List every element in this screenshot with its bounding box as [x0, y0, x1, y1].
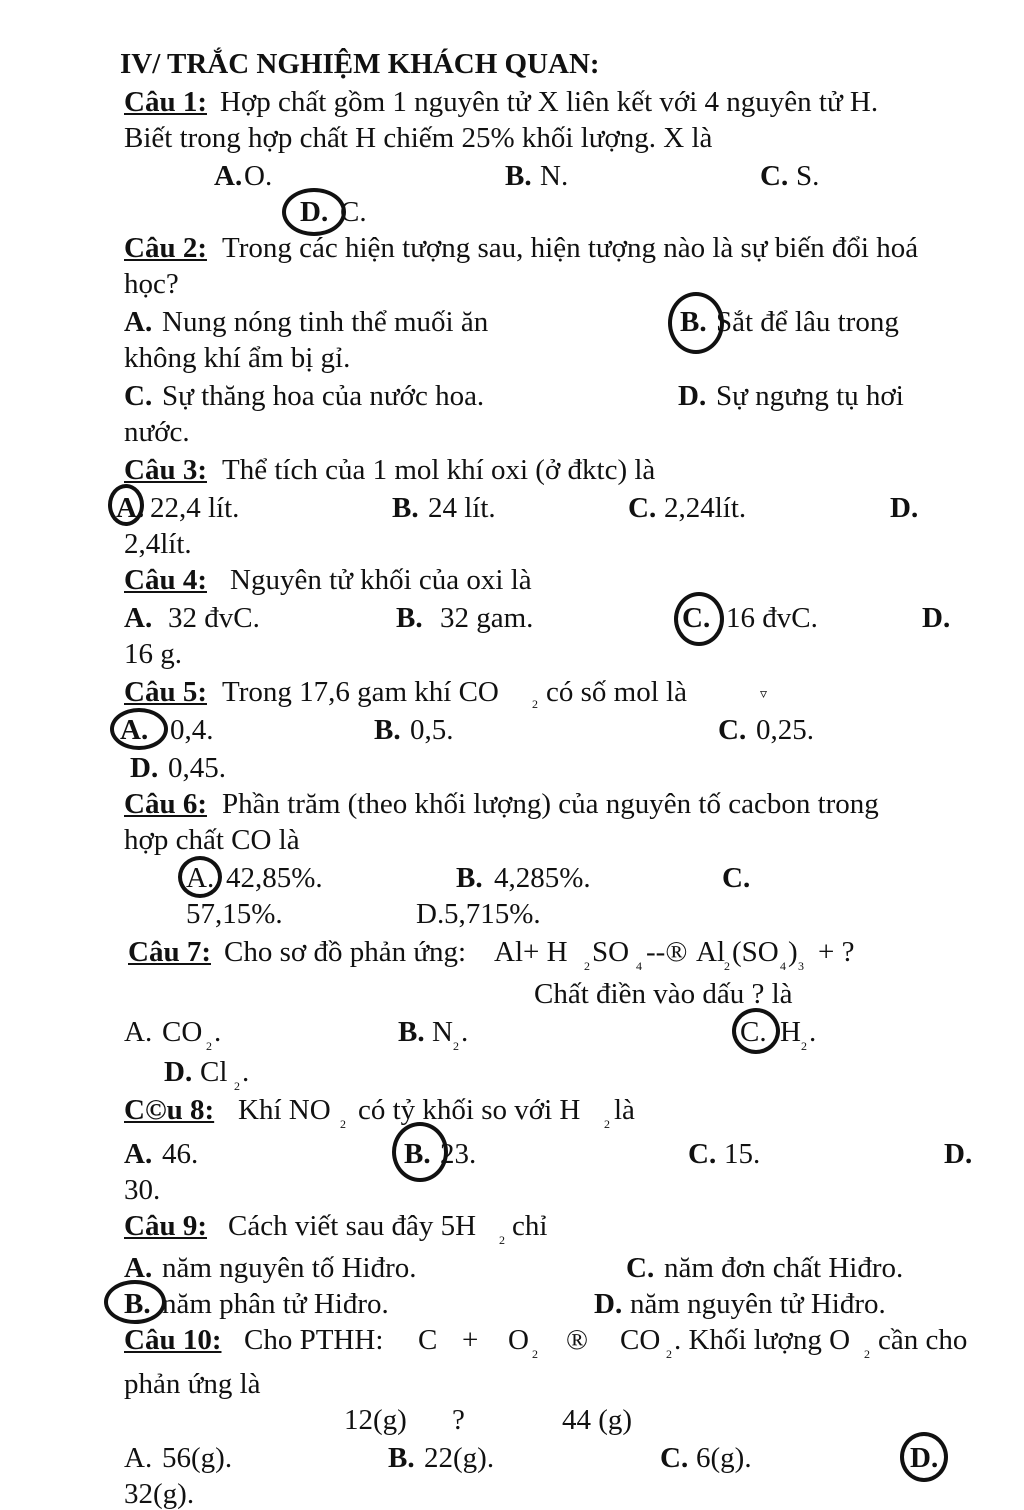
option-text: 2,24lít. [664, 492, 747, 524]
question-label: Câu 7: [128, 936, 211, 968]
answer-circle [104, 1280, 166, 1324]
option-letter[interactable]: B. [505, 160, 532, 192]
option-text: Sắt để lâu trong [716, 306, 899, 338]
stray-mark: ▿ [760, 687, 768, 702]
option-text: 56(g). [162, 1442, 233, 1474]
option-letter[interactable]: B. [456, 862, 483, 894]
option-text: 32(g). [124, 1478, 195, 1510]
equation-part: Al [696, 936, 725, 968]
option-text: 2,4lít. [124, 528, 192, 560]
question-label: C©u 8: [124, 1094, 215, 1126]
subscript: 2 [532, 1347, 538, 1361]
question-label: Câu 5: [124, 676, 207, 708]
mass-value: 12(g) [344, 1404, 407, 1436]
option-text: Sự thăng hoa của nước hoa. [162, 380, 485, 412]
option-text: 46. [162, 1138, 199, 1170]
option-text: 22(g). [424, 1442, 495, 1474]
option-text: N [432, 1016, 453, 1048]
option-text: Cl [200, 1056, 228, 1088]
option-letter[interactable]: A. [124, 306, 153, 338]
question-label: Câu 9: [124, 1210, 207, 1242]
option-letter[interactable]: B. [398, 1016, 425, 1048]
subscript: 3 [798, 959, 804, 973]
option-letter[interactable]: D. [910, 1442, 939, 1474]
answer-circle [392, 1122, 448, 1182]
option-letter[interactable]: D. [164, 1056, 193, 1088]
option-letter[interactable]: A. [124, 1138, 153, 1170]
subscript: 2 [499, 1233, 505, 1247]
option-text: 16 đvC. [726, 602, 818, 634]
option-text: 57,15%. [186, 898, 283, 930]
option-letter[interactable]: C. [740, 1016, 767, 1048]
equation-part: CO [620, 1324, 661, 1356]
question-label: Câu 3: [124, 454, 207, 486]
subscript: 2 [453, 1039, 459, 1053]
option-letter[interactable]: C. [760, 160, 789, 192]
question-text: Cách viết sau đây 5H [228, 1210, 477, 1242]
option-text: 6(g). [696, 1442, 752, 1474]
question-text: hợp chất CO là [124, 824, 300, 856]
question-text: Cho PTHH: [244, 1324, 384, 1356]
option-letter[interactable]: A. [186, 862, 215, 894]
option-text: 32 gam. [440, 602, 534, 634]
option-text: 42,85%. [226, 862, 323, 894]
punctuation: . [809, 1016, 817, 1048]
equation-part: + ? [818, 936, 855, 968]
answer-circle [900, 1432, 948, 1482]
question-label: Câu 10: [124, 1324, 222, 1356]
equation-part: Al+ H [494, 936, 568, 968]
option-text: 30. [124, 1174, 161, 1206]
option-letter[interactable]: D. [594, 1288, 623, 1320]
option-text: 4,285%. [494, 862, 591, 894]
question-label: Câu 6: [124, 788, 207, 820]
option-letter[interactable]: C. [660, 1442, 689, 1474]
subscript: 2 [206, 1039, 212, 1053]
option-letter[interactable]: B. [680, 306, 707, 338]
option-letter[interactable]: D. [944, 1138, 973, 1170]
mass-value: ? [452, 1404, 465, 1436]
option-text: Sự ngưng tụ hơi [716, 380, 904, 412]
option-text: 0,4. [170, 714, 214, 746]
option-letter[interactable]: A. [124, 1442, 153, 1474]
subscript: 2 [604, 1117, 610, 1131]
option-text: 22,4 lít. [150, 492, 240, 524]
option-letter[interactable]: B. [404, 1138, 431, 1170]
question-label: Câu 1: [124, 86, 207, 118]
option-text: 23. [440, 1138, 477, 1170]
option-text: 0,45. [168, 752, 226, 784]
question-text: Chất điền vào dấu ? là [534, 978, 793, 1010]
equation-arrow: --® [646, 936, 688, 968]
option-letter[interactable]: D. [130, 752, 159, 784]
question-text: học? [124, 268, 179, 300]
option-letter[interactable]: D. [678, 380, 707, 412]
option-letter[interactable]: C. [688, 1138, 717, 1170]
answer-circle [178, 856, 222, 898]
subscript: 2 [234, 1079, 240, 1093]
subscript: 2 [864, 1347, 870, 1361]
option-text: năm phân tử Hiđro. [162, 1288, 389, 1320]
section-title: IV/ TRẮC NGHIỆM KHÁCH QUAN: [120, 48, 600, 80]
option-text: năm đơn chất Hiđro. [664, 1252, 904, 1284]
option-letter[interactable]: A. [124, 1252, 153, 1284]
option-letter[interactable]: C. [626, 1252, 655, 1284]
option-letter[interactable]: A. [124, 602, 153, 634]
option-text: 0,5. [410, 714, 454, 746]
subscript: 2 [584, 959, 590, 973]
question-text: cần cho [878, 1324, 968, 1356]
option-text: S. [796, 160, 820, 192]
question-text: . Khối lượng O [674, 1324, 851, 1356]
option-letter[interactable]: B. [374, 714, 401, 746]
option-letter[interactable]: B. [396, 602, 423, 634]
option-letter[interactable]: D. [416, 898, 445, 930]
option-text: N. [540, 160, 569, 192]
option-letter[interactable]: C. [682, 602, 711, 634]
answer-circle [668, 292, 724, 354]
option-letter[interactable]: C. [718, 714, 747, 746]
question-text: có số mol là [546, 676, 687, 708]
option-text: C. [340, 196, 367, 228]
option-text: CO [162, 1016, 203, 1048]
subscript: 4 [636, 959, 642, 973]
subscript: 2 [724, 959, 730, 973]
equation-part: + [462, 1324, 479, 1356]
option-text: 5,715%. [444, 898, 541, 930]
question-text: chỉ [512, 1210, 548, 1242]
question-text: Trong 17,6 gam khí CO [222, 676, 499, 708]
question-text: Phần trăm (theo khối lượng) của nguyên tố cacbon trong [222, 788, 879, 820]
option-text: Nung nóng tinh thể muối ăn [162, 306, 489, 338]
question-text: Cho sơ đồ phản ứng: [224, 936, 467, 968]
question-text: Biết trong hợp chất H chiếm 25% khối lượng. X là [124, 122, 713, 154]
subscript: 2 [532, 697, 538, 711]
option-letter[interactable]: A. [214, 160, 243, 192]
option-text: H [780, 1016, 801, 1048]
subscript: 4 [780, 959, 786, 973]
punctuation: . [242, 1056, 250, 1088]
option-text: 32 đvC. [168, 602, 260, 634]
question-label: Câu 4: [124, 564, 207, 596]
equation-part: O [508, 1324, 529, 1356]
option-text: năm nguyên tử Hiđro. [630, 1288, 886, 1320]
question-text: Hợp chất gồm 1 nguyên tử X liên kết với 4 nguyên tử H. [220, 86, 879, 118]
punctuation: . [461, 1016, 469, 1048]
equation-part: C [418, 1324, 438, 1356]
question-text: phản ứng là [124, 1368, 261, 1400]
option-text: 15. [724, 1138, 761, 1170]
question-text: Trong các hiện tượng sau, hiện tượng nào là sự biến đổi hoá [222, 232, 919, 264]
answer-circle [108, 484, 144, 526]
equation-part: (SO [732, 936, 779, 968]
question-text: Thể tích của 1 mol khí oxi (ở đktc) là [222, 454, 656, 486]
option-letter[interactable]: C. [628, 492, 657, 524]
answer-circle [110, 708, 168, 750]
answer-circle [732, 1008, 780, 1054]
mass-value: 44 (g) [562, 1404, 633, 1436]
subscript: 2 [666, 1347, 672, 1361]
option-letter[interactable]: D. [890, 492, 919, 524]
question-text: là [614, 1094, 635, 1126]
answer-circle [674, 592, 724, 646]
option-text-cont: nước. [124, 416, 190, 448]
option-letter[interactable]: B. [392, 492, 419, 524]
option-letter[interactable]: A. [124, 1016, 153, 1048]
option-letter[interactable]: C. [124, 380, 153, 412]
option-letter[interactable]: B. [388, 1442, 415, 1474]
punctuation: . [214, 1016, 222, 1048]
option-text: 24 lít. [428, 492, 496, 524]
option-text: năm nguyên tố Hiđro. [162, 1252, 417, 1284]
option-letter[interactable]: C. [722, 862, 751, 894]
option-letter[interactable]: A. [116, 492, 145, 524]
question-text: Khí NO [238, 1094, 331, 1126]
question-text: có tỷ khối so với H [358, 1094, 581, 1126]
option-letter[interactable]: D. [922, 602, 951, 634]
option-text: 0,25. [756, 714, 814, 746]
option-letter[interactable]: B. [124, 1288, 151, 1320]
answer-circle [282, 188, 346, 236]
equation-arrow: ® [566, 1324, 589, 1356]
equation-part: ) [788, 936, 798, 968]
subscript: 2 [340, 1117, 346, 1131]
option-text: 16 g. [124, 638, 182, 670]
equation-part: SO [592, 936, 630, 968]
subscript: 2 [801, 1039, 807, 1053]
option-letter[interactable]: A. [120, 714, 149, 746]
question-text: Nguyên tử khối của oxi là [230, 564, 532, 596]
option-text: O. [244, 160, 273, 192]
option-letter[interactable]: D. [300, 196, 329, 228]
option-text-cont: không khí ẩm bị gỉ. [124, 342, 351, 374]
question-label: Câu 2: [124, 232, 207, 264]
